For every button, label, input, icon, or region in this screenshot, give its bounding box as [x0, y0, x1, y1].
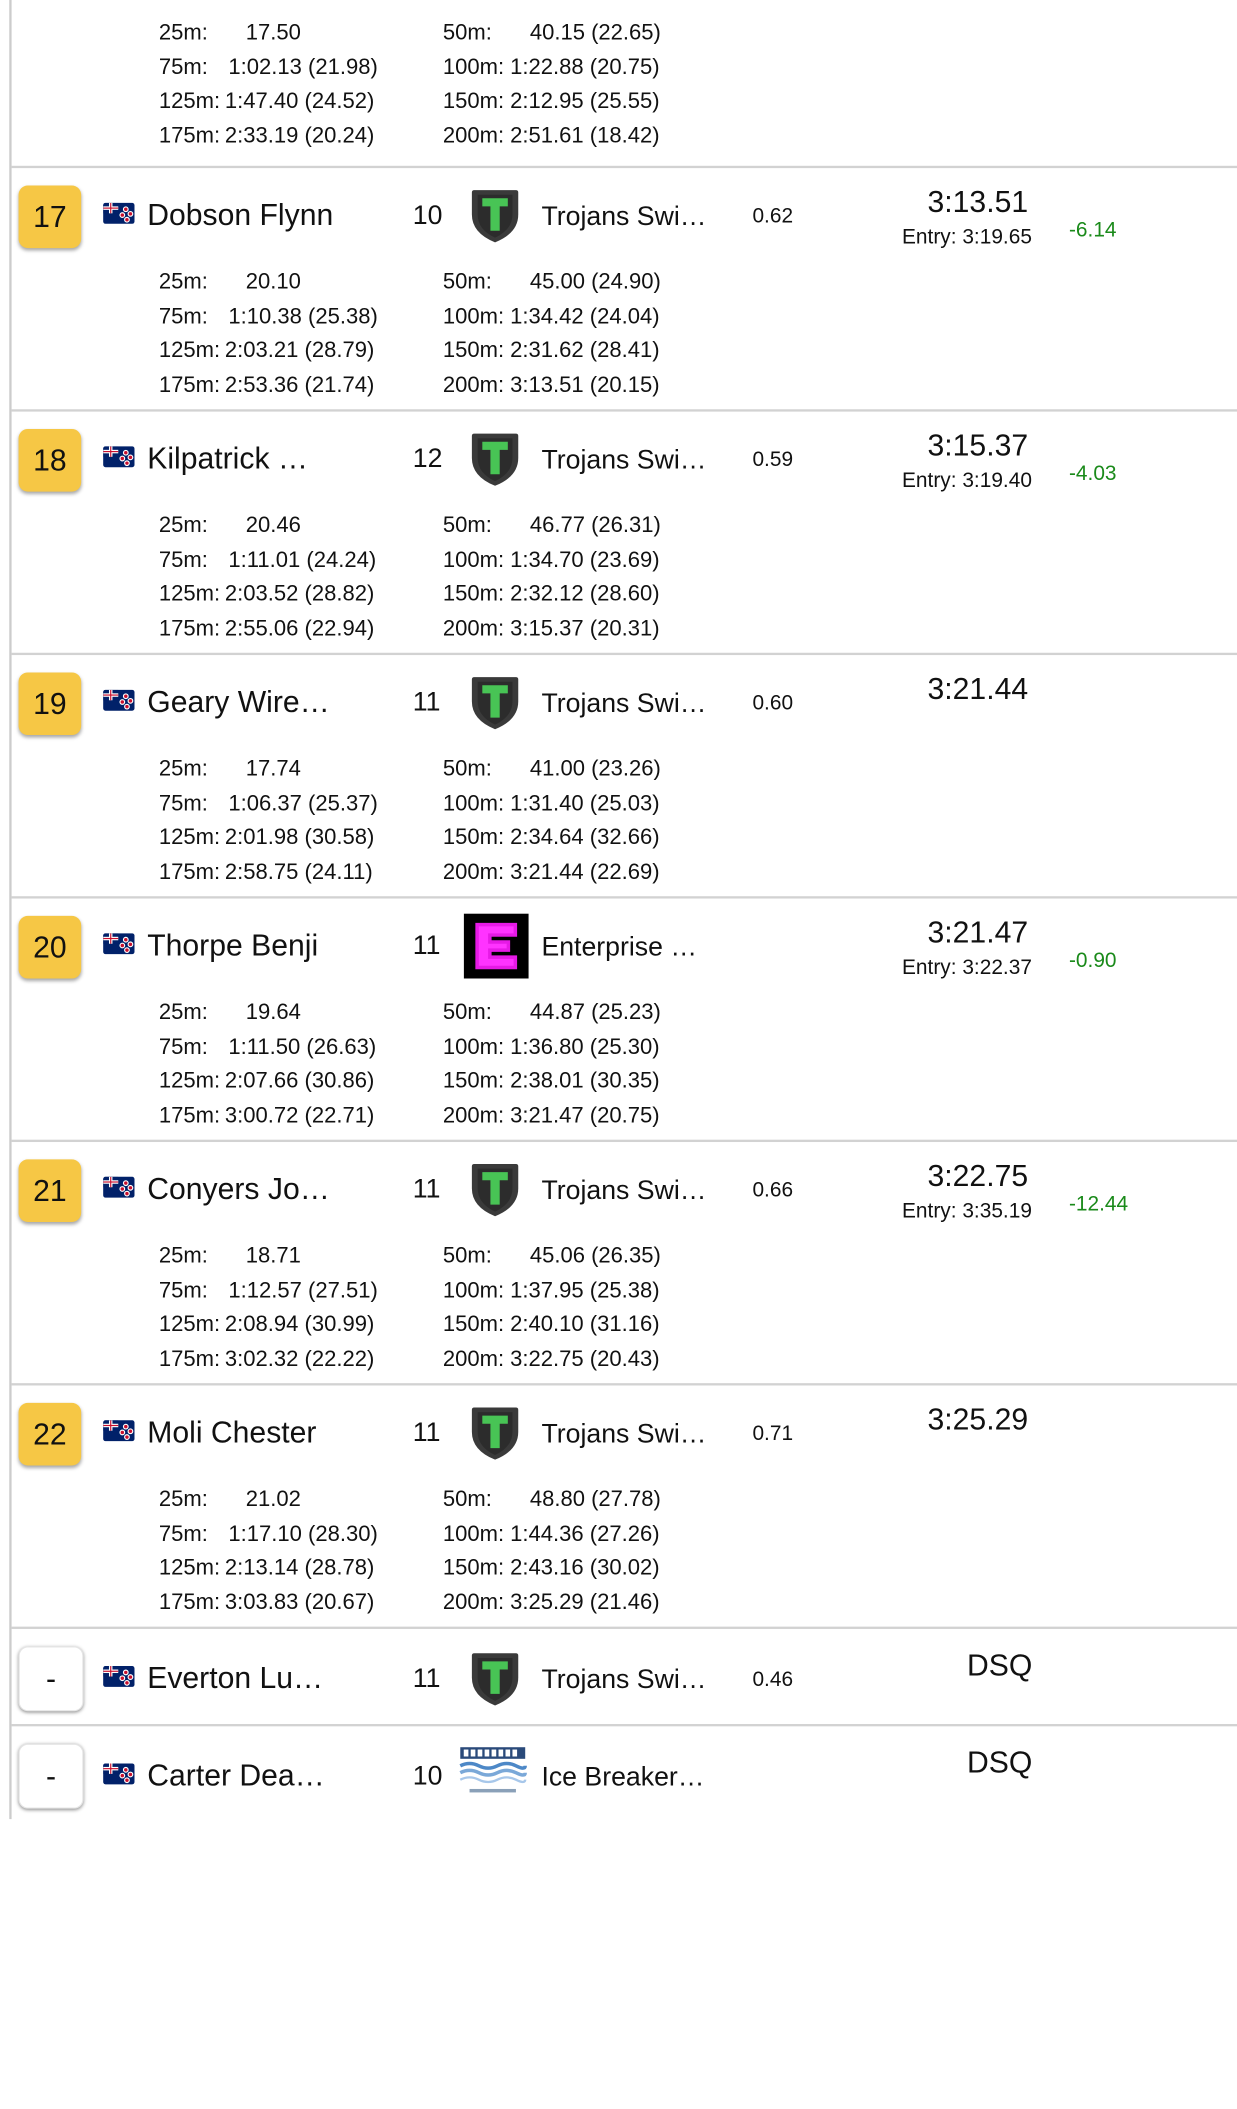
split-time: 1:37.95 (25.38) [510, 1278, 660, 1303]
split-distance: 75m: [158, 1521, 208, 1547]
trojans-shield-icon [467, 1161, 523, 1219]
result-entry[interactable] [12, 412, 1237, 655]
split-distance: 175m: [158, 372, 221, 398]
split-time: 18.71 [245, 1244, 301, 1269]
split-time: 48.80 (27.78) [529, 1487, 661, 1512]
split-time: 1:10.38 (25.38) [228, 304, 378, 329]
split-time: 1:17.10 (28.30) [228, 1521, 378, 1547]
swimmer-age: 10 [412, 1759, 443, 1791]
split-row [159, 548, 704, 582]
split-time: 2:33.19 (20.24) [224, 123, 375, 148]
split-time: 1:34.42 (24.04) [510, 304, 660, 329]
split-distance: 125m: [158, 825, 221, 850]
split-row [159, 514, 704, 548]
split-time: 2:03.21 (28.79) [224, 338, 375, 363]
split-distance: 150m: [442, 338, 505, 363]
club-name[interactable]: Trojans Swi… [541, 1663, 707, 1694]
split-distance: 125m: [158, 338, 221, 363]
split-time: 1:36.80 (25.30) [510, 1034, 660, 1060]
split-distance: 125m: [158, 1312, 221, 1337]
split-distance: 150m: [442, 582, 505, 607]
splits-table [159, 757, 704, 894]
club-name[interactable]: Trojans Swi… [541, 687, 707, 718]
split-time: 2:31.62 (28.41) [510, 338, 660, 363]
swimmer-age: 10 [412, 199, 443, 230]
nz-flag-icon [103, 1666, 134, 1687]
place-badge: - [19, 1744, 84, 1809]
split-time: 1:06.37 (25.37) [228, 791, 378, 816]
swimmer-name[interactable]: Everton Lu… [147, 1660, 324, 1696]
split-row [159, 1488, 704, 1522]
split-time: 1:11.50 (26.63) [228, 1034, 377, 1060]
split-row [159, 1522, 704, 1556]
split-time: 2:03.52 (28.82) [224, 582, 375, 607]
trojans-shield-icon [467, 430, 523, 488]
swimmer-name[interactable]: Geary Wire… [147, 684, 330, 719]
split-time: 20.10 [245, 270, 301, 295]
split-distance: 25m: [158, 757, 208, 782]
split-time: 2:01.98 (30.58) [224, 825, 375, 850]
swimmer-name[interactable]: Thorpe Benji [147, 927, 319, 963]
split-time: 2:13.14 (28.78) [224, 1555, 375, 1581]
split-row [159, 791, 704, 825]
split-time: 17.74 [245, 757, 301, 782]
split-time: 2:55.06 (22.94) [224, 616, 375, 641]
nz-flag-icon [103, 690, 134, 711]
split-distance: 50m: [442, 270, 492, 295]
splits-table [159, 1488, 704, 1625]
split-time: 3:00.72 (22.71) [224, 1103, 375, 1128]
reaction-time: 0.71 [752, 1421, 794, 1445]
split-time: 1:34.70 (23.69) [510, 547, 660, 573]
place-badge: 19 [19, 672, 82, 735]
split-distance: 50m: [442, 20, 492, 46]
reaction-time: 0.46 [752, 1667, 794, 1691]
place-badge: 22 [19, 1403, 82, 1466]
split-time: 3:21.47 (20.75) [510, 1103, 660, 1128]
split-time: 2:58.75 (24.11) [224, 859, 373, 885]
split-time: 1:02.13 (21.98) [228, 55, 378, 80]
status-dsq: DSQ [966, 1647, 1033, 1683]
status-dsq: DSQ [966, 1744, 1033, 1780]
final-time: 3:25.29 [927, 1401, 1029, 1437]
split-distance: 175m: [158, 859, 221, 885]
final-time: 3:15.37 [927, 427, 1029, 463]
split-time: 2:07.66 (30.86) [224, 1068, 375, 1094]
split-time: 19.64 [245, 1000, 301, 1025]
split-distance: 50m: [442, 513, 492, 538]
split-distance: 25m: [158, 1487, 208, 1512]
split-distance: 50m: [442, 757, 492, 782]
split-distance: 100m: [442, 547, 505, 573]
split-time: 1:12.57 (27.51) [228, 1278, 378, 1303]
swimmer-name[interactable]: Carter Dea… [147, 1757, 325, 1793]
split-row [159, 55, 704, 89]
split-time: 2:40.10 (31.16) [510, 1312, 660, 1337]
enterprise-e-icon [464, 914, 529, 979]
split-time: 3:25.29 (21.46) [510, 1590, 660, 1615]
result-entry[interactable] [12, 1142, 1237, 1385]
club-name[interactable]: Trojans Swi… [541, 200, 707, 231]
split-time: 2:43.16 (30.02) [510, 1555, 660, 1581]
split-time: 2:32.12 (28.60) [510, 582, 660, 607]
split-time: 17.50 [245, 20, 301, 46]
entry-time: Entry: 3:35.19 [902, 1198, 1032, 1223]
split-distance: 125m: [158, 1068, 221, 1094]
reaction-time: 0.62 [752, 204, 794, 228]
split-row [159, 1035, 704, 1069]
split-time: 3:02.32 (22.22) [224, 1346, 375, 1371]
split-row [159, 1278, 704, 1312]
split-time: 2:34.64 (32.66) [510, 825, 660, 850]
club-name[interactable]: Trojans Swi… [541, 1417, 707, 1449]
nz-flag-icon [103, 446, 134, 467]
split-time: 41.00 (23.26) [529, 757, 661, 782]
nz-flag-icon [103, 933, 134, 954]
split-distance: 150m: [442, 1068, 505, 1094]
split-distance: 200m: [442, 372, 505, 398]
splits-table [159, 270, 704, 407]
split-distance: 200m: [442, 616, 505, 641]
split-time: 2:08.94 (30.99) [224, 1312, 375, 1337]
splits-table [159, 514, 704, 651]
split-distance: 175m: [158, 1346, 221, 1371]
place-badge: - [19, 1646, 84, 1711]
trojans-shield-icon [467, 1404, 523, 1462]
time-difference: -0.90 [1068, 948, 1117, 972]
swimmer-name[interactable]: Moli Chester [147, 1414, 317, 1450]
split-distance: 200m: [442, 1103, 505, 1128]
split-distance: 75m: [158, 304, 208, 329]
trojans-shield-icon [467, 1650, 523, 1708]
split-distance: 175m: [158, 616, 221, 641]
split-distance: 50m: [442, 1244, 492, 1269]
split-distance: 100m: [442, 1521, 505, 1547]
split-time: 45.06 (26.35) [529, 1244, 661, 1269]
split-distance: 50m: [442, 1000, 492, 1025]
split-row [159, 582, 704, 616]
club-name[interactable]: Ice Breaker… [541, 1761, 705, 1792]
split-time: 2:38.01 (30.35) [510, 1068, 660, 1094]
place-badge: 21 [19, 1159, 82, 1222]
time-difference: -4.03 [1068, 461, 1117, 485]
split-time: 46.77 (26.31) [529, 513, 661, 538]
split-distance: 100m: [442, 304, 505, 329]
split-row [159, 1556, 704, 1590]
split-distance: 50m: [442, 1487, 492, 1512]
split-distance: 75m: [158, 791, 208, 816]
split-distance: 150m: [442, 89, 505, 114]
split-row [159, 1244, 704, 1278]
split-time: 3:21.44 (22.69) [510, 859, 660, 885]
split-time: 2:12.95 (25.55) [510, 89, 660, 114]
entry-time: Entry: 3:19.65 [902, 224, 1032, 249]
final-time: 3:21.47 [927, 914, 1029, 950]
nz-flag-icon [103, 1420, 134, 1441]
reaction-time: 0.59 [752, 447, 794, 471]
split-row [159, 757, 704, 791]
swimmer-age: 11 [412, 929, 441, 960]
final-time: 3:13.51 [927, 184, 1029, 220]
split-distance: 25m: [158, 1000, 208, 1025]
place-badge: 20 [19, 916, 82, 979]
split-time: 1:22.88 (20.75) [510, 55, 660, 80]
result-entry[interactable] [12, 168, 1237, 411]
split-row [159, 616, 704, 650]
swimmer-age: 11 [412, 1662, 441, 1693]
split-time: 1:44.36 (27.26) [510, 1521, 660, 1547]
result-entry[interactable] [12, 1385, 1237, 1628]
split-distance: 125m: [158, 582, 221, 607]
split-distance: 175m: [158, 1590, 221, 1615]
split-distance: 100m: [442, 1278, 505, 1303]
nz-flag-icon [103, 203, 134, 224]
split-row [159, 270, 704, 304]
swimmer-name[interactable]: Conyers Jo… [147, 1170, 330, 1206]
split-row [159, 1347, 704, 1381]
split-distance: 200m: [442, 123, 505, 148]
split-distance: 125m: [158, 89, 221, 114]
swimmer-name[interactable]: Dobson Flynn [147, 197, 334, 232]
split-time: 2:51.61 (18.42) [510, 123, 660, 148]
split-distance: 75m: [158, 1278, 208, 1303]
nz-flag-icon [103, 1763, 134, 1784]
split-row [159, 21, 704, 55]
split-row [159, 339, 704, 373]
split-distance: 25m: [158, 20, 208, 46]
time-difference: -6.14 [1068, 217, 1117, 242]
swimmer-name[interactable]: Kilpatrick … [147, 440, 309, 476]
split-time: 3:15.37 (20.31) [510, 616, 660, 641]
splits-table [159, 1244, 704, 1381]
time-difference: -12.44 [1068, 1191, 1129, 1216]
split-time: 44.87 (25.23) [529, 1000, 661, 1025]
split-time: 20.46 [245, 513, 301, 538]
split-time: 3:03.83 (20.67) [224, 1590, 375, 1615]
ice-breakers-logo-icon [458, 1743, 528, 1801]
split-row [159, 1103, 704, 1137]
result-entry[interactable] [12, 0, 1237, 168]
swimmer-age: 11 [412, 1173, 441, 1204]
split-time: 1:47.40 (24.52) [224, 89, 375, 114]
split-row [159, 1312, 704, 1346]
splits-table [159, 1001, 704, 1138]
split-time: 1:31.40 (25.03) [510, 791, 660, 816]
result-entry[interactable] [12, 1726, 1237, 1819]
club-name[interactable]: Trojans Swi… [541, 444, 707, 475]
split-row [159, 123, 704, 157]
split-distance: 175m: [158, 123, 221, 148]
split-time: 45.00 (24.90) [529, 270, 661, 295]
split-distance: 100m: [442, 791, 505, 816]
split-time: 3:22.75 (20.43) [510, 1346, 660, 1371]
split-distance: 75m: [158, 1034, 208, 1060]
result-entry[interactable] [12, 1629, 1237, 1726]
split-distance: 150m: [442, 825, 505, 850]
result-entry[interactable] [12, 655, 1237, 898]
swimmer-age: 11 [412, 686, 441, 717]
swimmer-age: 11 [412, 1416, 441, 1447]
split-distance: 25m: [158, 270, 208, 295]
splits-table [159, 21, 704, 158]
reaction-time: 0.60 [752, 691, 794, 715]
split-distance: 150m: [442, 1555, 505, 1581]
split-time: 2:53.36 (21.74) [224, 372, 375, 398]
reaction-time: 0.66 [752, 1177, 794, 1202]
final-time: 3:22.75 [927, 1158, 1029, 1194]
place-badge: 17 [19, 186, 82, 249]
entry-time: Entry: 3:22.37 [902, 955, 1032, 979]
split-row [159, 373, 704, 407]
split-distance: 100m: [442, 55, 505, 80]
split-distance: 150m: [442, 1312, 505, 1337]
split-time: 40.15 (22.65) [529, 20, 661, 46]
trojans-shield-icon [467, 187, 523, 245]
entry-time: Entry: 3:19.40 [902, 468, 1032, 492]
club-name[interactable]: Enterprise … [541, 930, 698, 962]
trojans-shield-icon [467, 674, 523, 732]
split-row [159, 1069, 704, 1103]
result-entry[interactable] [12, 899, 1237, 1142]
split-row [159, 860, 704, 894]
split-distance: 75m: [158, 547, 208, 573]
split-row [159, 825, 704, 859]
swimmer-age: 12 [412, 442, 443, 474]
final-time: 3:21.44 [927, 671, 1029, 707]
split-distance: 25m: [158, 1244, 208, 1269]
split-distance: 175m: [158, 1103, 221, 1128]
split-time: 21.02 [245, 1487, 301, 1512]
split-time: 1:11.01 (24.24) [228, 547, 377, 573]
split-row [159, 304, 704, 338]
split-distance: 100m: [442, 1034, 505, 1060]
split-distance: 25m: [158, 513, 208, 538]
split-distance: 200m: [442, 1346, 505, 1371]
split-distance: 75m: [158, 55, 208, 80]
split-row [159, 1001, 704, 1035]
split-distance: 200m: [442, 859, 505, 885]
split-row [159, 1590, 704, 1624]
split-time: 3:13.51 (20.15) [510, 372, 660, 398]
split-row [159, 89, 704, 123]
split-distance: 200m: [442, 1590, 505, 1615]
split-distance: 125m: [158, 1555, 221, 1581]
club-name[interactable]: Trojans Swi… [541, 1174, 707, 1205]
nz-flag-icon [103, 1177, 134, 1198]
place-badge: 18 [19, 429, 82, 492]
